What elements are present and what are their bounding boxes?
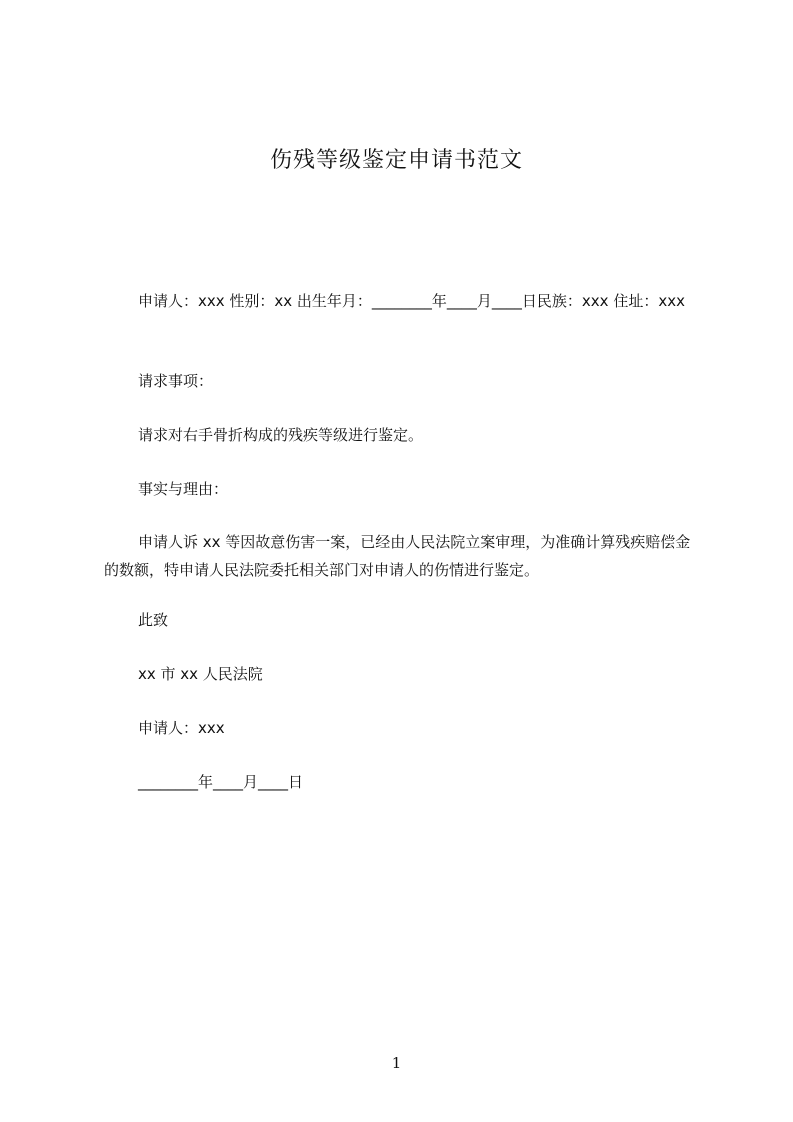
signature: 申请人：xxx — [138, 719, 225, 737]
salutation: 此致 — [138, 611, 169, 629]
page-number: 1 — [391, 1054, 402, 1072]
date-line: ________年____月____日 — [138, 773, 304, 791]
facts-content: 申请人诉 xx 等因故意伤害一案，已经由人民法院立案审理，为准确计算残疾赔偿金的数额，特申请人民法院委托相关部门对申请人的伤情进行鉴定。 — [104, 533, 691, 579]
applicant-info-paragraph: 申请人：xxx 性别：xx 出生年月：________年____月____日民族：xxx 住址：xxx — [138, 292, 685, 310]
document-title: 伤残等级鉴定申请书范文 — [269, 148, 523, 173]
facts-heading: 事实与理由： — [138, 480, 229, 498]
request-content: 请求对右手骨折构成的残疾等级进行鉴定。 — [138, 426, 424, 444]
request-heading: 请求事项： — [138, 372, 214, 390]
recipient: xx 市 xx 人民法院 — [138, 665, 263, 683]
